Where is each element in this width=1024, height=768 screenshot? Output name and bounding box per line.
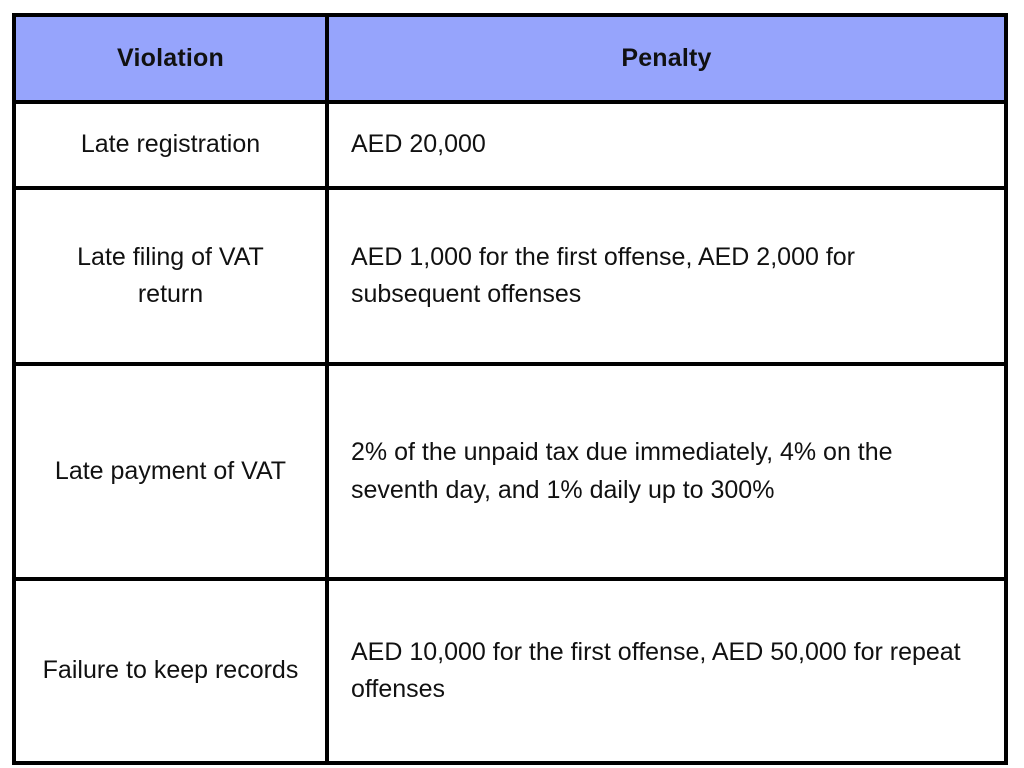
column-header-penalty: [327, 15, 1006, 102]
table-row: [14, 364, 1006, 579]
table-header-row: [14, 15, 1006, 102]
cell-violation-text: Late filing of VAT return: [77, 242, 264, 308]
cell-penalty: [327, 364, 1006, 579]
cell-penalty: [327, 188, 1006, 364]
cell-penalty-text: 2% of the unpaid tax due immediately, 4% on the seventh day, and 1% daily up to 300%: [351, 438, 893, 504]
cell-penalty-text: AED 1,000 for the first offense, AED 2,000 for subsequent offenses: [351, 242, 855, 308]
cell-violation: [14, 364, 327, 579]
cell-violation: [14, 188, 327, 364]
cell-penalty: [327, 102, 1006, 188]
table-row: [14, 102, 1006, 188]
cell-violation: [14, 579, 327, 763]
vat-penalties-table: [12, 13, 1008, 765]
cell-penalty-text: AED 10,000 for the first offense, AED 50,000 for repeat offenses: [351, 637, 961, 703]
cell-penalty-text: AED 20,000: [351, 130, 486, 159]
table-row: [14, 188, 1006, 364]
cell-violation-text: Late payment of VAT: [54, 456, 287, 485]
cell-violation-text: Late registration: [80, 130, 261, 159]
column-header-penalty-label: Penalty: [621, 43, 712, 72]
vat-penalties-table-container: [12, 13, 1008, 757]
column-header-violation-label: Violation: [117, 43, 224, 72]
cell-violation: [14, 102, 327, 188]
table-body: [14, 102, 1006, 763]
table-header: [14, 15, 1006, 102]
column-header-violation: [14, 15, 327, 102]
cell-penalty: [327, 579, 1006, 763]
cell-violation-text: Failure to keep records: [42, 656, 299, 685]
table-row: [14, 579, 1006, 763]
